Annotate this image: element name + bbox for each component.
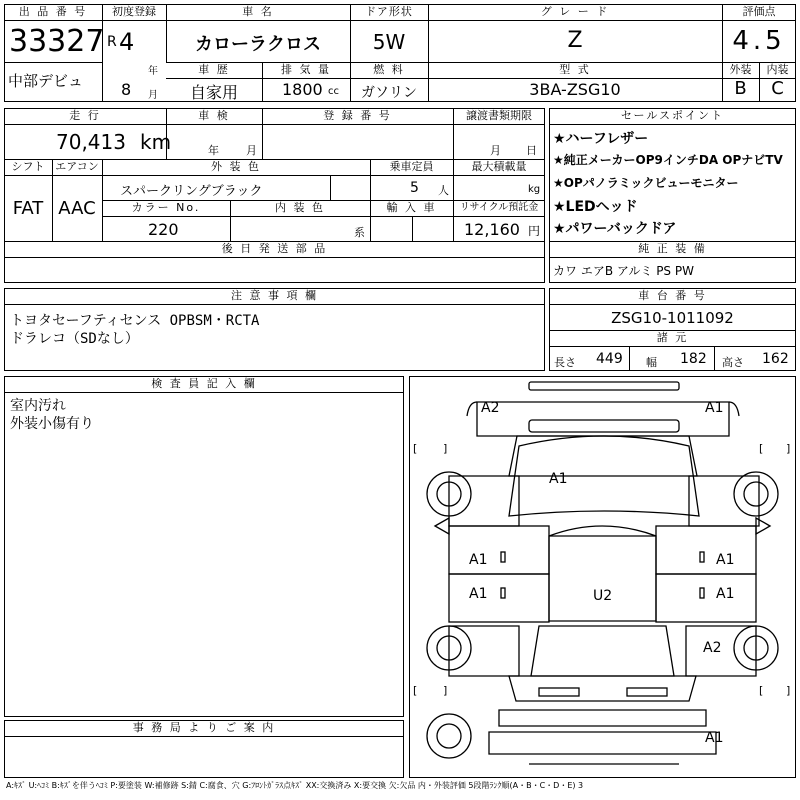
aircon: AAC <box>58 198 96 219</box>
evaluation-score: 4.5 <box>732 26 786 56</box>
length-value: 449 <box>596 351 623 367</box>
inspection-month-unit: 月 <box>246 144 257 157</box>
sales-point-item: ★純正メーカーOP9インチDA OPナビTV <box>553 153 783 167</box>
car-name: カローラクロス <box>195 34 321 55</box>
exterior-grade: B <box>734 78 747 99</box>
height-label: 高さ <box>722 356 744 369</box>
sales-points-label: セールスポイント <box>620 109 724 122</box>
notes-label: 注 意 事 項 欄 <box>231 289 318 302</box>
shipping-parts-label: 後 日 発 送 部 品 <box>221 242 328 255</box>
damage-mark-rear-right: A2 <box>703 640 722 656</box>
lot-number-label: 出 品 番 号 <box>18 5 88 18</box>
sales-point-item: ★パワーバックドア <box>553 221 677 237</box>
transfer-month-unit: 月 <box>490 144 501 157</box>
fuel: ガソリン <box>361 85 417 101</box>
exterior-color: スパークリングブラック <box>120 184 263 199</box>
damage-legend: A:ｷｽﾞ U:ﾍｺﾐ B:ｷｽﾞを伴うﾍｺﾐ P:要塗装 W:補修跡 S:錆 C:腐食、穴 G:ﾌﾛﾝﾄｶﾞﾗｽ点ｷｽﾞ XX:交換済み X:要交換 欠:欠品 内・外装評価 5段階ﾗﾝｸ順(A・B・C・D・E) 3 <box>6 781 584 790</box>
capacity-unit: 人 <box>438 184 449 197</box>
mileage-label: 走 行 <box>69 109 101 122</box>
svg-text:[: [ <box>759 442 764 455</box>
damage-mark-front-door-right: A1 <box>716 552 735 568</box>
damage-mark-front-door-left: A1 <box>469 552 488 568</box>
displacement: 1800 <box>282 80 323 99</box>
specs-label: 諸 元 <box>656 331 689 344</box>
inspector-label: 検 査 員 記 入 欄 <box>151 377 257 390</box>
inspector-note: 外装小傷有り <box>10 416 94 432</box>
registration-number-label: 登 録 番 号 <box>323 109 392 122</box>
mileage: 70,413 <box>56 130 126 154</box>
car-damage-diagram <box>409 376 796 786</box>
car-outline <box>409 376 796 778</box>
sales-point-item: ★ハーフレザー <box>553 131 649 147</box>
lot-number: 33327 <box>9 24 105 59</box>
svg-text:]: ] <box>786 684 791 697</box>
score-label: 評価点 <box>742 5 776 18</box>
first-registration-label: 初度登録 <box>112 5 156 18</box>
chassis-number-label: 車 台 番 号 <box>638 289 707 302</box>
model-code-label: 型 式 <box>559 63 591 76</box>
max-load-unit: kg <box>528 184 541 195</box>
inspection-label: 車 検 <box>198 109 230 122</box>
interior-grade-label: 内装 <box>766 63 789 76</box>
max-load-label: 最大積載量 <box>471 160 527 173</box>
year-unit: 年 <box>148 66 158 77</box>
interior-color-label: 内 装 色 <box>275 201 325 214</box>
width-value: 182 <box>680 351 707 367</box>
interior-color-unit: 系 <box>354 226 365 239</box>
car-name-label: 車 名 <box>242 5 274 18</box>
aircon-label: エアコン <box>55 160 99 173</box>
grade: Z <box>567 28 583 53</box>
exterior-color-label: 外 装 色 <box>211 160 261 173</box>
fuel-label: 燃 料 <box>373 63 405 76</box>
width-label: 幅 <box>646 356 657 369</box>
office-notice-label: 事 務 局 よ り ご 案 内 <box>132 721 276 734</box>
sales-point-item: ★LEDヘッド <box>553 199 638 215</box>
damage-mark-hood: A1 <box>549 471 568 487</box>
inspector-note: 室内汚れ <box>10 398 66 414</box>
inspection-year-unit: 年 <box>208 144 219 157</box>
svg-text:[: [ <box>413 442 418 455</box>
damage-mark-rear-door-left: A1 <box>469 586 488 602</box>
svg-text:]: ] <box>443 442 448 455</box>
genuine-equipment: カワ エアB アルミ PS PW <box>553 264 694 278</box>
grade-label: グ レ ー ド <box>540 5 610 18</box>
svg-text:[: [ <box>759 684 764 697</box>
notes-line: トヨタセーフティセンス OPBSM・RCTA <box>10 313 260 329</box>
displacement-unit: cc <box>328 86 339 97</box>
shift: FAT <box>12 198 44 219</box>
transfer-docs-label: 譲渡書類期限 <box>466 109 532 122</box>
exterior-grade-label: 外装 <box>729 63 752 76</box>
recycle-fee: 12,160 <box>464 220 520 239</box>
damage-mark-front-right: A1 <box>705 400 724 416</box>
registration-year: 4 <box>119 28 135 56</box>
damage-mark-rear-bumper: A1 <box>705 730 724 746</box>
damage-mark-rear-door-right: A1 <box>716 586 735 602</box>
notes-line: ドラレコ（SDなし） <box>10 331 139 347</box>
venue-name: 中部デビュ <box>8 72 84 90</box>
length-label: 長さ <box>554 356 576 369</box>
color-number-label: カラー No. <box>131 201 201 214</box>
registration-month: 8 <box>121 80 132 99</box>
chassis-number: ZSG10-1011092 <box>611 309 734 327</box>
month-unit: 月 <box>148 90 158 101</box>
door-type-label: ドア形状 <box>365 5 413 18</box>
era: R <box>107 34 117 50</box>
color-number: 220 <box>148 220 179 239</box>
door-type: 5W <box>372 30 406 54</box>
damage-mark-front-left: A2 <box>481 400 500 416</box>
displacement-label: 排 気 量 <box>281 63 331 76</box>
recycle-fee-unit: 円 <box>528 224 541 238</box>
model-code: 3BA-ZSG10 <box>529 80 621 99</box>
sales-point-item: ★OPパノラミックビューモニター <box>553 176 739 190</box>
interior-grade: C <box>771 78 784 99</box>
history: 自家用 <box>189 83 238 102</box>
damage-mark-roof: U2 <box>593 588 613 604</box>
import-label: 輸 入 車 <box>386 201 437 214</box>
svg-text:[: [ <box>413 684 418 697</box>
capacity: 5 <box>410 180 419 196</box>
height-value: 162 <box>762 351 789 367</box>
mileage-unit: km <box>140 130 172 154</box>
svg-text:]: ] <box>443 684 448 697</box>
genuine-equipment-label: 純 正 装 備 <box>638 242 707 255</box>
capacity-label: 乗車定員 <box>389 160 434 173</box>
recycle-fee-label: リサイクル預託金 <box>459 202 539 213</box>
transfer-day-unit: 日 <box>526 144 537 157</box>
history-label: 車 歴 <box>198 63 230 76</box>
svg-text:]: ] <box>786 442 791 455</box>
shift-label: シフト <box>11 160 45 173</box>
